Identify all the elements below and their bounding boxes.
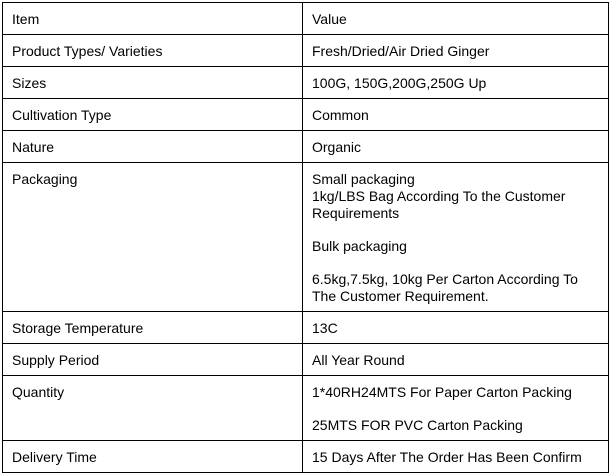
row-value-cell [303,441,609,473]
row-value-cell [303,312,609,344]
value-line: All Year Round [312,352,405,368]
value-line: 15 Days After The Order Has Been Confirm [312,449,582,465]
value-paragraph [312,449,599,466]
value-line: Bulk packaging [312,238,407,254]
header-item-cell: Item [3,3,303,35]
value-line: Common [312,107,369,123]
row-item-cell: Nature [3,131,303,163]
row-value-cell [303,67,609,99]
table-row [3,131,609,163]
table-header-row [3,3,609,35]
value-line: The Customer Requirement. [312,288,489,304]
value-line: 25MTS FOR PVC Carton Packing [312,417,523,433]
row-item-cell: Sizes [3,67,303,99]
row-value-cell [303,99,609,131]
value-paragraph [312,171,599,222]
table-row [3,312,609,344]
value-line: Small packaging [312,171,415,187]
value-paragraph [312,238,599,255]
value-paragraph [312,139,599,156]
value-paragraph [312,384,599,401]
table-row [3,99,609,131]
value-line: Organic [312,139,362,155]
row-item-cell: Cultivation Type [3,99,303,131]
row-item-cell: Delivery Time [3,441,303,473]
table-row [3,163,609,312]
table-row [3,376,609,441]
value-line: 6.5kg,7.5kg, 10kg Per Carton According To [312,271,578,287]
row-item-cell: Supply Period [3,344,303,376]
row-value-cell [303,35,609,67]
spec-table [2,2,609,473]
value-line: 13C [312,320,338,336]
header-value-cell: Value [303,3,609,35]
row-value-cell [303,131,609,163]
row-value-cell [303,376,609,441]
value-paragraph [312,320,599,337]
value-line: Fresh/Dried/Air Dried Ginger [312,43,490,59]
value-line: 1kg/LBS Bag According To the Customer [312,188,566,204]
value-paragraph [312,352,599,369]
value-paragraph [312,417,599,434]
table-row [3,441,609,473]
value-paragraph [312,107,599,124]
row-item-cell: Product Types/ Varieties [3,35,303,67]
table-row [3,35,609,67]
value-line: 100G, 150G,200G,250G Up [312,75,487,91]
row-item-cell: Storage Temperature [3,312,303,344]
row-item-cell: Packaging [3,163,303,312]
table-row [3,344,609,376]
row-value-cell [303,163,609,312]
value-line: Requirements [312,205,400,221]
value-paragraph [312,75,599,92]
row-value-cell [303,344,609,376]
value-line: 1*40RH24MTS For Paper Carton Packing [312,384,572,400]
value-paragraph [312,43,599,60]
table-row [3,67,609,99]
row-item-cell: Quantity [3,376,303,441]
value-paragraph [312,271,599,305]
